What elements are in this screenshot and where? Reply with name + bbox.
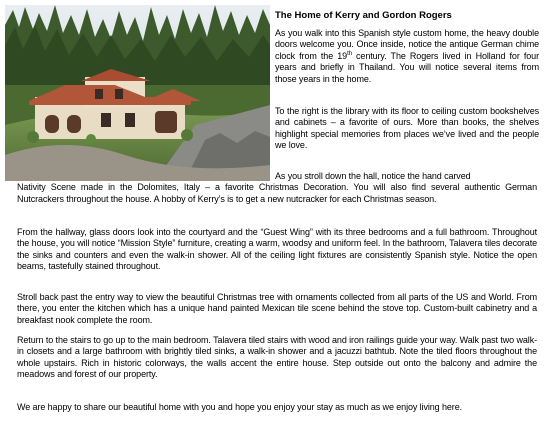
- paragraph-guest-wing: From the hallway, glass doors look into the courtyard and the “Guest Wing” with its three bedrooms and a full bathroom. Throughout the house, you will notice “Mission Style” furniture, creating a warm, woodsy and uniform feel. In the bathroom, Talavera tiles decorate the sinks and counters and even the walk-in shower. All of the ceiling light fixtures are consistently Spanish style. Notice the open beams, tastefully stained throughout.: [17, 227, 537, 272]
- house-photo: [5, 5, 270, 181]
- paragraph-main-bedroom: Return to the stairs to go up to the main bedroom. Talavera tiled stairs with wood and iron railings guide your way. Walk past two walk-in closets and a large bathroom with brightly tiled sinks, a walk-in shower and a jacuzzi bathtub. Note the tiled floors throughout the whole upstairs. Rich in historic colorways, the walls accent the entire house. Step outside out onto the balcony and admire the meadows and forest of our property.: [17, 335, 537, 380]
- paragraph-closing: We are happy to share our beautiful home with you and hope you enjoy your stay as much as we enjoy living here.: [17, 402, 463, 412]
- paragraph-kitchen: Stroll back past the entry way to view the beautiful Christmas tree with ornaments collected from all parts of the US and World. From there, you enter the kitchen which has a unique hand painted Mexican tile scene behind the stove top. Custom-built cabinetry and a breakfast nook complete the room.: [17, 292, 537, 325]
- paragraph-hall: [17, 171, 537, 205]
- page-title: The Home of Kerry and Gordon Rogers: [275, 10, 452, 21]
- paragraph-hall-rest: Nativity Scene made in the Dolomites, Italy – a favorite Christmas Decoration. You will also find several authentic German Nutcrackers throughout the house. A hobby of Kerry’s is to get a new nutcracker for each Christmas season.: [17, 182, 537, 204]
- paragraph-hall-first-line: As you stroll down the hall, notice the hand carved: [275, 171, 471, 181]
- paragraph-library: To the right is the library with its floor to ceiling custom bookshelves and cabinets – a favorite of ours. More than books, the shelves highlight special memories from places we’ve lived and the people we love.: [275, 106, 539, 151]
- paragraph-entry-part2: century. The Rogers lived in Holland for four years and briefly in Thailand. You will notice several items from those years in the home.: [275, 50, 539, 84]
- house-photo-image: [5, 5, 270, 181]
- ordinal-superscript: th: [347, 50, 352, 57]
- paragraph-entry-part1: As you walk into this Spanish style custom home, the heavy double doors welcome you. Once inside, notice the antique German chime clock from the 19: [275, 28, 539, 61]
- paragraph-entry: [275, 28, 539, 85]
